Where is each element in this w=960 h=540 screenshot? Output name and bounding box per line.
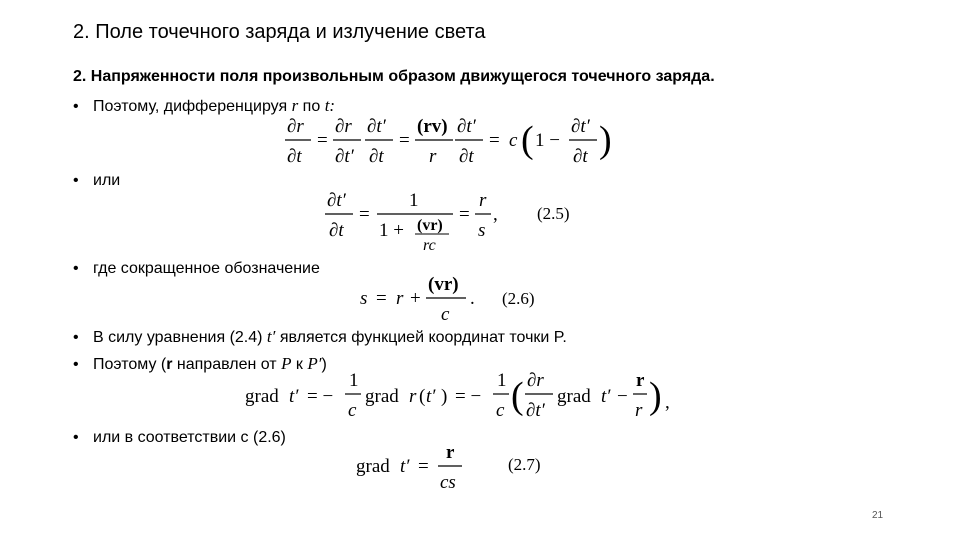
svg-text:∂t′: ∂t′ — [367, 116, 386, 137]
svg-text:): ) — [649, 375, 662, 417]
svg-text:=: = — [418, 456, 429, 477]
svg-text:(: ( — [521, 119, 534, 161]
bullet-text: к — [291, 356, 308, 373]
svg-text:s: s — [360, 288, 368, 309]
equation-2-5 — [325, 186, 585, 262]
svg-text:−: − — [617, 386, 628, 407]
bullet-or — [73, 172, 120, 190]
svg-text:(rv): (rv) — [417, 116, 448, 137]
bullet-text: Поэтому ( — [93, 356, 167, 373]
svg-text:grad: grad — [365, 386, 399, 407]
svg-text:=: = — [359, 204, 370, 225]
svg-text:+: + — [410, 288, 421, 309]
math-var: r — [291, 96, 299, 115]
svg-text:(vr): (vr) — [417, 217, 443, 234]
svg-text:=: = — [317, 130, 328, 151]
svg-text:t′: t′ — [400, 456, 410, 477]
svg-text:=: = — [459, 204, 470, 225]
svg-text:c: c — [509, 130, 518, 151]
svg-text:∂t′: ∂t′ — [335, 146, 354, 167]
svg-text:cs: cs — [440, 472, 456, 493]
svg-text:1 −: 1 − — [535, 130, 560, 151]
section-heading: 2. Напряженности поля произвольным образом движущегося точечного заряда. — [73, 68, 715, 85]
bullet-notation — [73, 260, 320, 278]
svg-text:(: ( — [419, 386, 426, 407]
svg-text:∂r: ∂r — [335, 116, 352, 137]
svg-text:1 +: 1 + — [379, 220, 404, 241]
svg-text:∂t: ∂t — [369, 146, 384, 167]
svg-text:s: s — [478, 220, 486, 241]
svg-text:∂t: ∂t — [573, 146, 588, 167]
svg-text:rc: rc — [423, 237, 436, 254]
svg-text:= −: = − — [455, 386, 482, 407]
equation-grad-t — [243, 368, 673, 430]
svg-text:(: ( — [511, 375, 524, 417]
svg-text:1: 1 — [409, 190, 419, 211]
equation-2-6 — [358, 274, 535, 332]
bullet-marker: • — [73, 329, 79, 346]
equation-2-7 — [354, 442, 541, 500]
svg-text:r: r — [636, 370, 645, 391]
bullet-marker: • — [73, 356, 79, 373]
bullet-marker: • — [73, 172, 79, 189]
svg-text:∂t: ∂t — [459, 146, 474, 167]
svg-text:): ) — [441, 386, 448, 407]
svg-text:t′: t′ — [601, 386, 611, 407]
svg-text:∂t′: ∂t′ — [327, 190, 346, 211]
slide-title: 2. Поле точечного заряда и излучение света — [73, 21, 486, 43]
bullet-according-to-2-6 — [73, 429, 286, 447]
equation-number: (2.6) — [502, 289, 535, 308]
bullet-marker: • — [73, 98, 79, 115]
svg-text:t′: t′ — [289, 386, 299, 407]
svg-text:∂t′: ∂t′ — [571, 116, 590, 137]
svg-text:grad: grad — [245, 386, 279, 407]
math-var: t: — [324, 96, 336, 115]
svg-text:∂r: ∂r — [287, 116, 304, 137]
svg-text:=: = — [399, 130, 410, 151]
svg-text:∂t: ∂t — [329, 220, 344, 241]
svg-text:c: c — [441, 304, 450, 325]
svg-text:.: . — [470, 288, 475, 309]
svg-text:t′: t′ — [426, 386, 436, 407]
bullet-marker: • — [73, 429, 79, 446]
bullet-text: или — [93, 172, 121, 189]
math-bold-r: r — [166, 356, 173, 373]
svg-text:(vr): (vr) — [428, 274, 459, 295]
math-var: P — [281, 354, 292, 373]
bullet-text: где сокращенное обозначение — [93, 260, 320, 277]
equation-number: (2.7) — [508, 455, 541, 474]
bullet-text: или в соответствии с (2.6) — [93, 429, 286, 446]
math-var: t′ — [266, 327, 276, 346]
bullet-marker: • — [73, 260, 79, 277]
svg-text:∂t′: ∂t′ — [457, 116, 476, 137]
svg-text:∂t′: ∂t′ — [526, 400, 545, 421]
svg-text:): ) — [599, 119, 612, 161]
svg-text:r: r — [635, 400, 643, 421]
svg-text:r: r — [396, 288, 404, 309]
svg-text:= −: = − — [307, 386, 334, 407]
svg-text:1: 1 — [349, 370, 359, 391]
svg-text:c: c — [348, 400, 357, 421]
svg-text:∂t: ∂t — [287, 146, 302, 167]
svg-text:∂r: ∂r — [527, 370, 544, 391]
equation-dr-dt — [285, 112, 625, 178]
bullet-text: В силу уравнения (2.4) — [93, 329, 267, 346]
svg-text:grad: grad — [356, 456, 390, 477]
svg-text:r: r — [446, 442, 455, 463]
svg-text:,: , — [493, 204, 498, 225]
svg-text:,: , — [665, 392, 670, 413]
equation-number: (2.5) — [537, 204, 570, 223]
svg-text:c: c — [496, 400, 505, 421]
math-var: P′ — [307, 354, 322, 373]
bullet-text: является функцией координат точки P. — [275, 329, 567, 346]
bullet-text: направлен от — [172, 356, 282, 373]
bullet-text: ) — [321, 356, 327, 373]
svg-text:=: = — [489, 130, 500, 151]
svg-text:1: 1 — [497, 370, 507, 391]
page-number: 21 — [872, 510, 884, 521]
bullet-function-of-coords — [73, 327, 567, 347]
bullet-text: по — [298, 98, 325, 115]
svg-text:grad: grad — [557, 386, 591, 407]
svg-text:r: r — [479, 190, 487, 211]
svg-text:r: r — [409, 386, 417, 407]
bullet-text: Поэтому, дифференцируя — [93, 98, 292, 115]
svg-text:=: = — [376, 288, 387, 309]
svg-text:r: r — [429, 146, 437, 167]
